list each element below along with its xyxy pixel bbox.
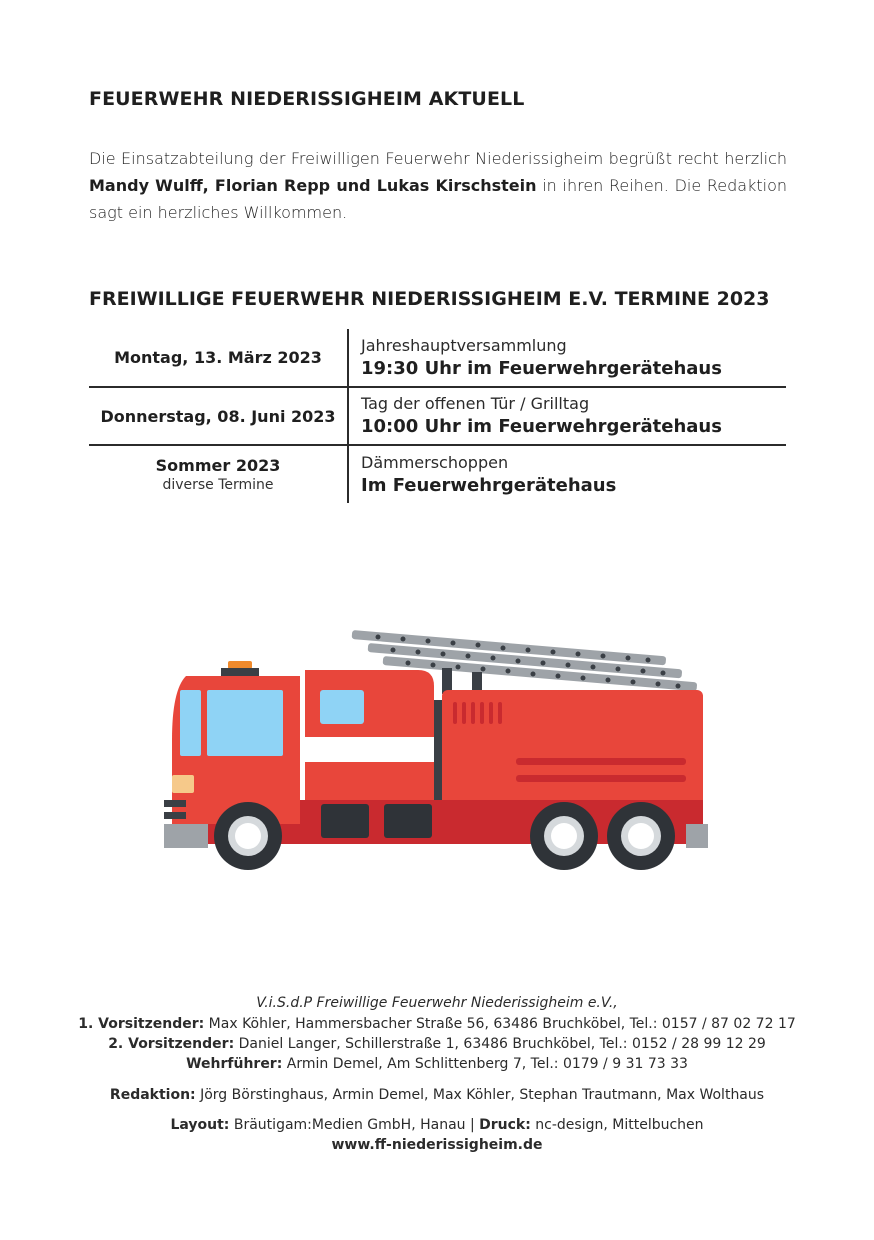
- website-link[interactable]: [0, 1135, 874, 1155]
- event-title: Dämmerschoppen: [361, 452, 509, 472]
- news-heading: FEUERWEHR NIEDERISSIGHEIM AKTUELL: [89, 88, 525, 110]
- value: Armin Demel, Am Schlittenberg 7, Tel.: 0179 / 9 31 73 33: [282, 1056, 688, 1072]
- wheel-icon: [214, 802, 282, 870]
- wheel-icon: [530, 802, 598, 870]
- website-url[interactable]: www.ff-niederissigheim.de: [331, 1137, 543, 1153]
- news-text-before: Die Einsatzabteilung der Freiwilligen Feuerwehr Niederissigheim begrüßt recht herzlich: [89, 149, 787, 168]
- new-members-names: Mandy Wulff, Florian Repp und Lukas Kirschstein: [89, 176, 537, 195]
- event-date: Montag, 13. März 2023: [114, 348, 322, 367]
- imprint-editors: [0, 1085, 874, 1105]
- imprint-chair1: [0, 1014, 874, 1034]
- event-date: Sommer 2023: [155, 456, 281, 475]
- event-detail: Im Feuerwehrgerätehaus: [361, 474, 617, 496]
- value: Bräutigam:Medien GmbH, Hanau |: [229, 1117, 480, 1133]
- label: 2. Vorsitzender:: [108, 1036, 235, 1052]
- value: Jörg Börstinghaus, Armin Demel, Max Köhler, Stephan Trautmann, Max Wolthaus: [195, 1087, 765, 1103]
- label: Redaktion:: [109, 1087, 196, 1103]
- imprint-contacts: [0, 1014, 874, 1074]
- event-title: Jahreshauptversammlung: [361, 335, 567, 355]
- event-detail: 19:30 Uhr im Feuerwehrgerätehaus: [361, 357, 722, 379]
- label: Wehrführer:: [186, 1056, 283, 1072]
- events-heading: FREIWILLIGE FEUERWEHR NIEDERISSIGHEIM E.V. TERMINE 2023: [89, 288, 770, 310]
- wheel-icon: [607, 802, 675, 870]
- label: 1. Vorsitzender:: [78, 1016, 205, 1032]
- event-date-sub: diverse Termine: [162, 477, 274, 493]
- event-date: Donnerstag, 08. Juni 2023: [100, 406, 336, 426]
- imprint-chair2: [0, 1034, 874, 1054]
- news-text-after: in ihren Reihen. Die Redaktion sagt ein herzliches Willkommen.: [89, 176, 788, 222]
- value: nc-design, Mittelbuchen: [530, 1117, 704, 1133]
- imprint-chief: [0, 1054, 874, 1074]
- label: Druck:: [479, 1117, 531, 1133]
- label: Layout:: [170, 1117, 230, 1133]
- imprint-visdp: V.i.S.d.P Freiwillige Feuerwehr Niederissigheim e.V.,: [256, 995, 618, 1011]
- imprint-layout-print: [0, 1115, 874, 1135]
- event-detail: 10:00 Uhr im Feuerwehrgerätehaus: [361, 416, 722, 437]
- event-title: Tag der offenen Tür / Grilltag: [361, 394, 590, 413]
- value: Daniel Langer, Schillerstraße 1, 63486 Bruchköbel, Tel.: 0152 / 28 99 12 29: [234, 1036, 766, 1052]
- imprint-production: [0, 1115, 874, 1155]
- value: Max Köhler, Hammersbacher Straße 56, 63486 Bruchköbel, Tel.: 0157 / 87 02 72 17: [204, 1016, 796, 1032]
